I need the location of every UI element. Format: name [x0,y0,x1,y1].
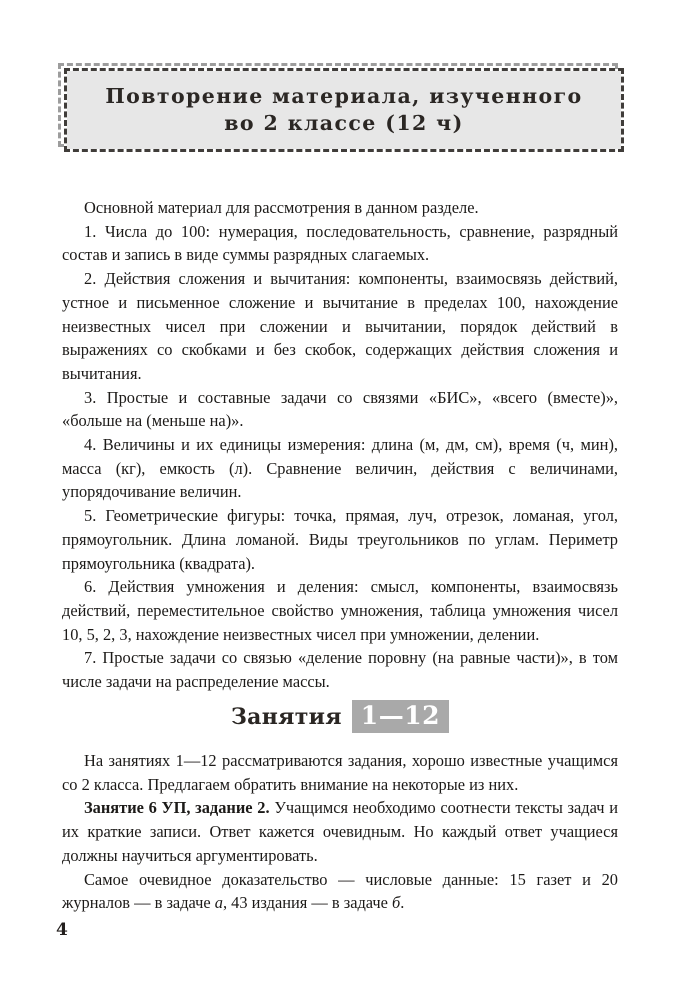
lesson-heading-word: Занятия [231,703,342,730]
lesson-para-2-text: Учащимся необходимо соотнести тексты задач и их краткие записи. Ответ кажется очевидным. Но каждый ответ учащиеся должны научиться аргументировать. [62,798,618,865]
task-label-b: б [392,893,401,913]
lesson-para-2 [62,796,618,867]
list-item-6: 6. Действия умножения и деления: смысл, компоненты, взаимосвязь действий, переместительное свойство умножения, таблица умножения чисел 10, 5, 2, 3, нахождение неизвестных чисел при умножении, делении. [62,577,618,644]
lesson-commentary [62,749,618,915]
list-item-3: 3. Простые и составные задачи со связями «БИС», «всего (вместе)», «больше на (меньше на)». [62,387,618,431]
lesson-para-2-label: Занятие 6 УП, задание 2. [84,798,270,818]
intro-lead: Основной материал для рассмотрения в данном разделе. [84,198,479,217]
section-header-banner [58,63,622,153]
list-item-4: 4. Величины и их единицы измерения: длина (м, дм, см), время (ч, мин), масса (кг), емкость (л). Сравнение величин, действия с величинами, упорядочивание величин. [62,435,618,502]
page-number: 4 [56,920,68,940]
list-item-7: 7. Простые задачи со связью «деление поровну (на равные части)», в том числе задачи на распределение массы. [62,648,618,692]
lesson-para-3 [62,868,618,915]
list-item-1: 1. Числа до 100: нумерация, последовательность, сравнение, разрядный состав и запись в виде суммы разрядных слагаемых. [62,221,618,265]
banner-title-line-2: во 2 классе (12 ч) [224,111,464,135]
lesson-range-badge: 1—12 [352,700,449,733]
list-item-5: 5. Геометрические фигуры: точка, прямая, луч, отрезок, ломаная, угол, прямоугольник. Длина ломаной. Виды треугольников по углам. Периметр прямоугольника (квадрата). [62,506,618,573]
task-label-a: а [214,893,223,913]
lesson-para-1: На занятиях 1—12 рассматриваются задания, хорошо известные учащимся со 2 класса. Предлагаем обратить внимание на некоторые из них. [62,751,618,794]
section-body [62,196,618,694]
lesson-para-3-part-b: , 43 издания — в задаче [222,893,393,913]
lesson-range-heading [0,700,680,733]
lesson-para-3-part-c: . [400,893,405,913]
lesson-para-3-part-a: Самое очевидное доказательство — числовые данные: 15 газет и 20 журналов — в задаче [62,869,618,913]
banner-inner [67,71,621,149]
banner-title-line-1: Повторение материала, изученного [105,83,583,108]
list-item-2: 2. Действия сложения и вычитания: компоненты, взаимосвязь действий, устное и письменное сложение и вычитание в пределах 100, нахождение неизвестных чисел при сложении и вычитании, порядок действий в выражениях со скобками и без скобок, содержащих действия сложения и вычитания. [62,269,618,383]
